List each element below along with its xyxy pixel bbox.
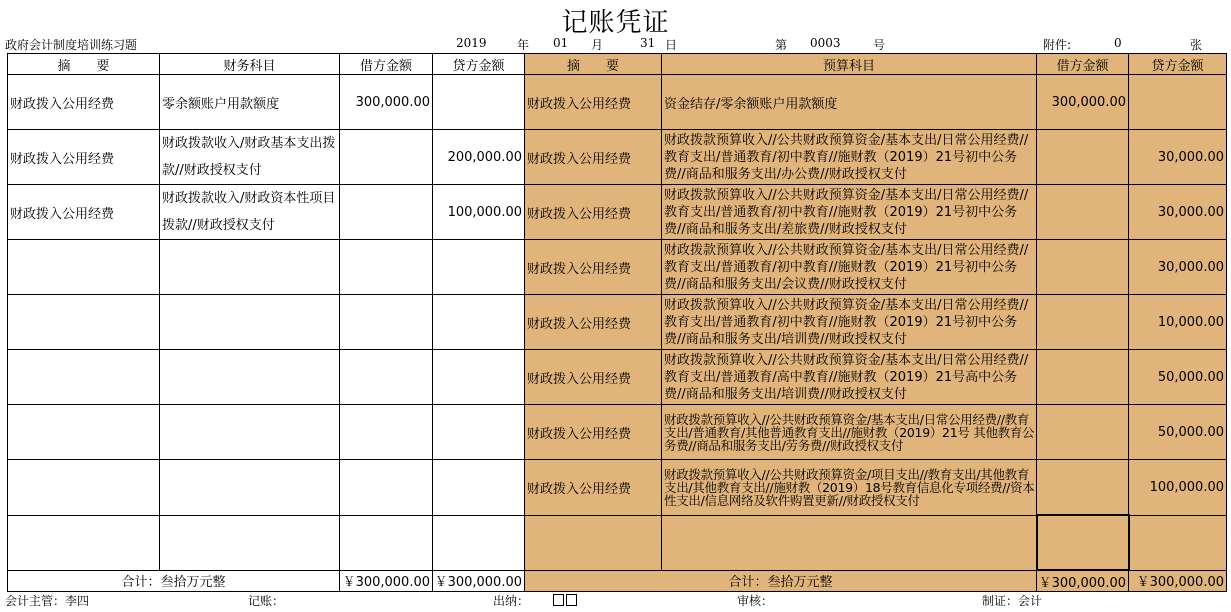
summary-cell[interactable]: 财政拨入公用经费 xyxy=(8,75,160,130)
table-row xyxy=(8,185,1227,240)
col-debit: 借方金额 xyxy=(340,54,433,75)
budget-total-credit: ￥300,000.00 xyxy=(1129,570,1227,592)
debit-cell[interactable] xyxy=(340,240,433,295)
attachment-unit: 张 xyxy=(1190,38,1203,52)
table-row xyxy=(8,460,1227,516)
budget-debit-cell[interactable] xyxy=(1037,185,1129,240)
fin-account-cell[interactable]: 零余额账户用款额度 xyxy=(160,75,340,130)
budget-summary-cell[interactable] xyxy=(525,515,662,570)
checkbox-icons xyxy=(553,592,579,606)
table-row xyxy=(8,240,1227,295)
footer-cashier: 出纳： xyxy=(493,594,530,608)
debit-cell[interactable] xyxy=(340,185,433,240)
budget-summary-cell[interactable]: 财政拨入公用经费 xyxy=(525,460,662,516)
credit-cell[interactable] xyxy=(433,240,525,295)
budget-credit-cell[interactable]: 10,000.00 xyxy=(1129,295,1227,350)
debit-cell[interactable] xyxy=(340,350,433,405)
credit-cell[interactable]: 100,000.00 xyxy=(433,185,525,240)
budget-account-cell[interactable]: 资金结存/零余额账户用款额度 xyxy=(662,75,1037,130)
budget-credit-cell[interactable]: 50,000.00 xyxy=(1129,350,1227,405)
summary-cell[interactable] xyxy=(8,295,160,350)
debit-cell[interactable] xyxy=(340,295,433,350)
col-summary-budget: 摘 要 xyxy=(525,54,662,75)
fin-account-cell[interactable] xyxy=(160,405,340,460)
voucher-year: 2019 xyxy=(456,36,487,50)
table-row xyxy=(8,405,1227,460)
voucher-month: 01 xyxy=(553,36,569,50)
budget-debit-cell[interactable]: 300,000.00 xyxy=(1037,75,1129,130)
credit-cell[interactable] xyxy=(433,350,525,405)
budget-account-text: 财政拨款预算收入//公共财政预算资金/基本支出/日常公用经费//教育支出/普通教育/高中教育//施财教（2019）21号高中公务费//商品和服务支出/培训费//财政授权支付 xyxy=(664,352,1029,402)
budget-summary-cell[interactable]: 财政拨入公用经费 xyxy=(525,295,662,350)
budget-summary-cell[interactable]: 财政拨入公用经费 xyxy=(525,75,662,130)
fin-account-cell[interactable] xyxy=(160,350,340,405)
budget-summary-cell[interactable]: 财政拨入公用经费 xyxy=(525,185,662,240)
total-label: 合计：叁拾万元整 xyxy=(8,570,340,592)
number-suffix: 号 xyxy=(873,38,886,52)
budget-debit-cell[interactable] xyxy=(1037,130,1129,185)
budget-account-text: 财政拨款预算收入//公共财政预算资金/项目支出//教育支出/其他教育支出/其他教育支出//施财教（2019）18号教育信息化专项经费//资本性支出/信息网络及软件购置更新//财政授权支付 xyxy=(664,466,1035,508)
summary-cell[interactable] xyxy=(8,240,160,295)
budget-account-text: 财政拨款预算收入//公共财政预算资金/基本支出/日常公用经费//教育支出/普通教育/初中教育//施财教（2019）21号初中公务费//商品和服务支出/差旅费//财政授权支付 xyxy=(664,187,1029,237)
budget-account-cell[interactable] xyxy=(662,185,1037,240)
fin-account-text: 财政拨款收入/财政基本支出拨款//财政授权支付 xyxy=(162,136,336,178)
attachment-count: 0 xyxy=(1114,36,1122,50)
number-prefix: 第 xyxy=(775,38,788,52)
credit-cell[interactable] xyxy=(433,460,525,516)
summary-cell[interactable]: 财政拨入公用经费 xyxy=(8,185,160,240)
budget-debit-cell[interactable] xyxy=(1037,295,1129,350)
table-row xyxy=(8,515,1227,570)
credit-cell[interactable] xyxy=(433,405,525,460)
checkbox-icon xyxy=(566,594,577,606)
budget-debit-cell[interactable] xyxy=(1037,460,1129,516)
attachment-label: 附件: xyxy=(1043,38,1072,52)
col-credit-budget: 贷方金额 xyxy=(1129,54,1227,75)
budget-debit-cell[interactable] xyxy=(1037,240,1129,295)
budget-summary-cell[interactable]: 财政拨入公用经费 xyxy=(525,405,662,460)
budget-total-label: 合计：叁拾万元整 xyxy=(525,570,1037,592)
table-row xyxy=(8,350,1227,405)
budget-account-text: 财政拨款预算收入//公共财政预算资金/基本支出/日常公用经费//教育支出/普通教育/初中教育//施财教（2019）21号初中公务费//商品和服务支出/会议费//财政授权支付 xyxy=(664,242,1029,292)
table-row xyxy=(8,130,1227,185)
table-row xyxy=(8,295,1227,350)
debit-cell[interactable]: 300,000.00 xyxy=(340,75,433,130)
fin-account-text: 财政拨款收入/财政资本性项目拨款//财政授权支付 xyxy=(162,191,336,233)
budget-credit-cell[interactable]: 30,000.00 xyxy=(1129,185,1227,240)
org-name: 政府会计制度培训练习题 xyxy=(5,38,138,52)
debit-cell[interactable] xyxy=(340,460,433,516)
budget-account-text: 财政拨款预算收入//公共财政预算资金/基本支出/日常公用经费//教育支出/普通教育/初中教育//施财教（2019）21号初中公务费//商品和服务支出/培训费//财政授权支付 xyxy=(664,297,1029,347)
debit-cell[interactable] xyxy=(340,515,433,570)
budget-debit-cell[interactable] xyxy=(1037,405,1129,460)
debit-cell[interactable] xyxy=(340,405,433,460)
fin-account-cell[interactable] xyxy=(160,185,340,240)
budget-account-cell[interactable] xyxy=(662,405,1037,460)
col-fin-account: 财务科目 xyxy=(160,54,340,75)
fin-account-cell[interactable] xyxy=(160,515,340,570)
col-budget-account: 预算科目 xyxy=(662,54,1037,75)
budget-summary-cell[interactable]: 财政拨入公用经费 xyxy=(525,130,662,185)
credit-cell[interactable] xyxy=(433,75,525,130)
budget-account-text: 财政拨款预算收入//公共财政预算资金/基本支出/日常公用经费//教育支出/普通教育/其他普通教育支出//施财教（2019）21号 其他教育公务费//商品和服务支出/劳务费//财政授权支付 xyxy=(664,411,1035,453)
col-summary: 摘 要 xyxy=(8,54,160,75)
footer-auditor: 审核： xyxy=(737,594,774,608)
budget-total-debit: ￥300,000.00 xyxy=(1037,570,1129,592)
totals-row xyxy=(8,570,1227,592)
credit-cell[interactable] xyxy=(433,295,525,350)
budget-account-cell[interactable] xyxy=(662,515,1037,570)
budget-credit-cell[interactable] xyxy=(1129,75,1227,130)
total-credit: ￥300,000.00 xyxy=(433,570,525,592)
total-debit: ￥300,000.00 xyxy=(340,570,433,592)
voucher-table xyxy=(7,53,1227,592)
budget-account-text: 财政拨款预算收入//公共财政预算资金/基本支出/日常公用经费//教育支出/普通教育/初中教育//施财教（2019）21号初中公务费//商品和服务支出/办公费//财政授权支付 xyxy=(664,132,1029,182)
budget-credit-cell[interactable] xyxy=(1129,515,1227,570)
budget-debit-cell[interactable] xyxy=(1037,350,1129,405)
voucher-number: 0003 xyxy=(810,36,841,50)
fin-account-cell[interactable] xyxy=(160,240,340,295)
fin-account-cell[interactable] xyxy=(160,295,340,350)
footer-bookkeeper: 记账： xyxy=(248,594,285,608)
budget-summary-cell[interactable]: 财政拨入公用经费 xyxy=(525,240,662,295)
summary-cell[interactable]: 财政拨入公用经费 xyxy=(8,130,160,185)
budget-account-cell[interactable] xyxy=(662,295,1037,350)
summary-cell[interactable] xyxy=(8,460,160,516)
budget-account-cell[interactable] xyxy=(662,460,1037,516)
summary-cell[interactable] xyxy=(8,350,160,405)
col-debit-budget: 借方金额 xyxy=(1037,54,1129,75)
summary-cell[interactable] xyxy=(8,515,160,570)
month-unit: 月 xyxy=(591,38,604,52)
debit-cell[interactable] xyxy=(340,130,433,185)
col-credit: 贷方金额 xyxy=(433,54,525,75)
fin-account-cell[interactable] xyxy=(160,460,340,516)
year-unit: 年 xyxy=(517,38,530,52)
credit-cell[interactable]: 200,000.00 xyxy=(433,130,525,185)
selected-cell[interactable] xyxy=(1037,515,1129,570)
budget-account-cell[interactable] xyxy=(662,130,1037,185)
credit-cell[interactable] xyxy=(433,515,525,570)
day-unit: 日 xyxy=(665,38,678,52)
budget-account-cell[interactable] xyxy=(662,350,1037,405)
voucher-title: 记账凭证 xyxy=(561,8,670,38)
footer-maker: 制证：会计 xyxy=(982,594,1043,608)
budget-credit-cell[interactable]: 30,000.00 xyxy=(1129,240,1227,295)
summary-cell[interactable] xyxy=(8,405,160,460)
budget-account-cell[interactable] xyxy=(662,240,1037,295)
budget-credit-cell[interactable]: 50,000.00 xyxy=(1129,405,1227,460)
budget-credit-cell[interactable]: 100,000.00 xyxy=(1129,460,1227,516)
budget-summary-cell[interactable]: 财政拨入公用经费 xyxy=(525,350,662,405)
budget-credit-cell[interactable]: 30,000.00 xyxy=(1129,130,1227,185)
footer-supervisor: 会计主管：李四 xyxy=(5,594,90,608)
fin-account-cell[interactable] xyxy=(160,130,340,185)
voucher-day: 31 xyxy=(640,36,656,50)
checkbox-icon xyxy=(553,594,564,606)
header-row xyxy=(8,54,1227,75)
table-row xyxy=(8,75,1227,130)
